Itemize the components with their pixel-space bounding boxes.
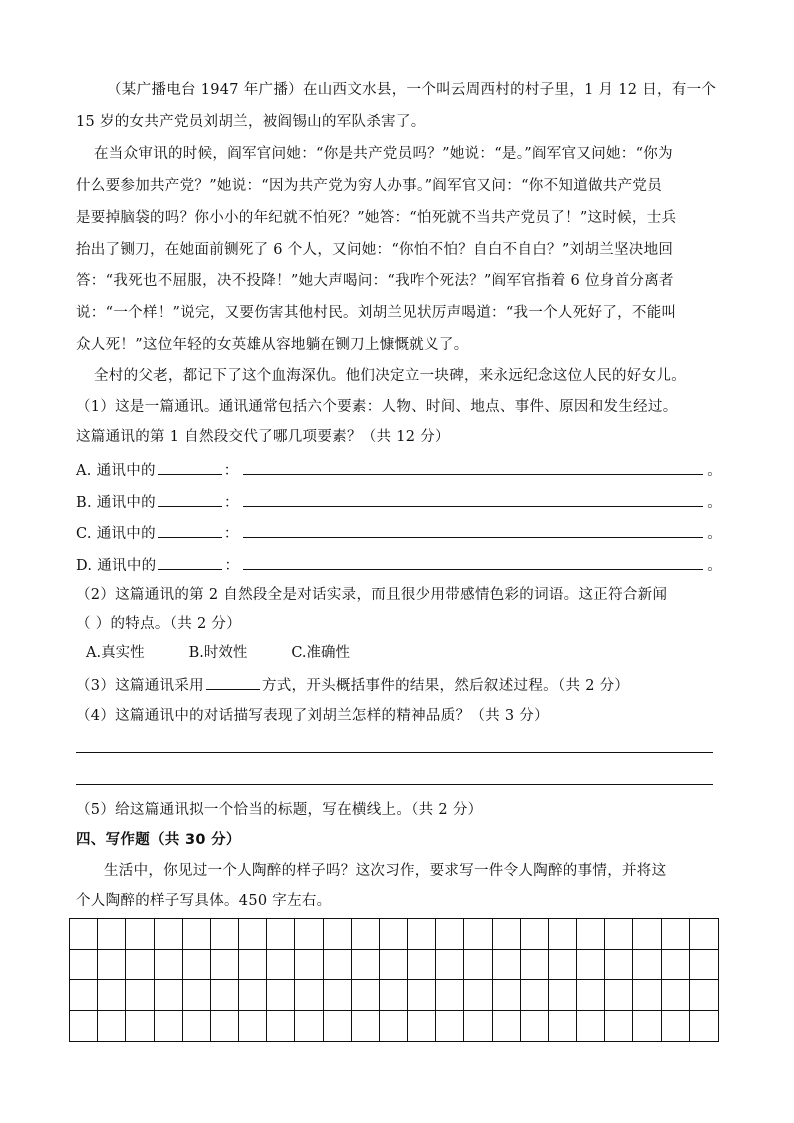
grid-cell[interactable] bbox=[577, 919, 605, 950]
grid-cell[interactable] bbox=[605, 980, 633, 1011]
grid-cell[interactable] bbox=[267, 980, 295, 1011]
section4-prompt-line2: 个人陶醉的样子写具体。450 字左右。 bbox=[76, 893, 332, 909]
grid-cell[interactable] bbox=[183, 950, 211, 981]
grid-cell[interactable] bbox=[690, 1011, 718, 1042]
grid-cell[interactable] bbox=[549, 950, 577, 981]
grid-cell[interactable] bbox=[493, 1011, 521, 1042]
grid-cell[interactable] bbox=[126, 1011, 154, 1042]
grid-cell[interactable] bbox=[521, 980, 549, 1011]
grid-cell[interactable] bbox=[295, 919, 323, 950]
grid-cell[interactable] bbox=[352, 1011, 380, 1042]
grid-cell[interactable] bbox=[324, 950, 352, 981]
q1-option-d bbox=[76, 555, 722, 576]
grid-cell[interactable] bbox=[70, 980, 98, 1011]
grid-cell[interactable] bbox=[493, 980, 521, 1011]
grid-cell[interactable] bbox=[662, 950, 690, 981]
passage-p3-line1: 全村的父老，都记下了这个血海深仇。他们决定立一块碑，来永远纪念这位人民的好女儿。 bbox=[94, 368, 686, 384]
grid-cell[interactable] bbox=[662, 919, 690, 950]
grid-cell[interactable] bbox=[211, 1011, 239, 1042]
q5-line: （5）给这篇通讯拟一个恰当的标题，写在横线上。（共 2 分） bbox=[76, 802, 483, 818]
option-end: 。 bbox=[707, 495, 722, 511]
answer-blank-short[interactable] bbox=[158, 523, 222, 538]
grid-cell[interactable] bbox=[155, 980, 183, 1011]
q2-choices bbox=[86, 643, 350, 663]
grid-cell[interactable] bbox=[155, 919, 183, 950]
answer-blank-long[interactable] bbox=[243, 460, 704, 475]
grid-cell[interactable] bbox=[295, 950, 323, 981]
q3-text-before: （3）这篇通讯采用 bbox=[76, 678, 204, 694]
option-colon: ： bbox=[223, 463, 239, 479]
section4-prompt-line1: 生活中，你见过一个人陶醉的样子吗？这次习作，要求写一件令人陶醉的事情，并将这 bbox=[104, 863, 667, 879]
grid-cell[interactable] bbox=[239, 950, 267, 981]
grid-cell[interactable] bbox=[98, 919, 126, 950]
grid-cell[interactable] bbox=[352, 980, 380, 1011]
passage-p2-line4: 抬出了铡刀，在她面前铡死了 6 个人，又问她：“你怕不怕？自白不自白？”刘胡兰坚决地回 bbox=[76, 242, 674, 258]
q3-text-after: 方式，开头概括事件的结果，然后叙述过程。（共 2 分） bbox=[261, 678, 630, 694]
grid-cell[interactable] bbox=[352, 919, 380, 950]
option-colon: ： bbox=[223, 495, 239, 511]
answer-blank-short[interactable] bbox=[158, 460, 222, 475]
grid-cell[interactable] bbox=[549, 980, 577, 1011]
grid-cell[interactable] bbox=[549, 919, 577, 950]
grid-cell[interactable] bbox=[408, 919, 436, 950]
option-prefix: B. 通讯中的 bbox=[76, 495, 156, 511]
answer-blank-short[interactable] bbox=[158, 492, 222, 507]
option-prefix: C. 通讯中的 bbox=[76, 526, 156, 542]
option-prefix: A. 通讯中的 bbox=[76, 463, 156, 479]
grid-cell[interactable] bbox=[633, 919, 661, 950]
answer-blank-long[interactable] bbox=[243, 555, 703, 570]
grid-cell[interactable] bbox=[577, 950, 605, 981]
grid-cell[interactable] bbox=[267, 1011, 295, 1042]
q3-line bbox=[76, 675, 629, 696]
grid-cell[interactable] bbox=[126, 980, 154, 1011]
grid-cell[interactable] bbox=[380, 950, 408, 981]
grid-cell[interactable] bbox=[126, 950, 154, 981]
grid-cell[interactable] bbox=[70, 1011, 98, 1042]
q1-option-a bbox=[76, 460, 722, 481]
grid-cell[interactable] bbox=[183, 1011, 211, 1042]
option-end: 。 bbox=[707, 463, 722, 479]
grid-cell[interactable] bbox=[605, 1011, 633, 1042]
choice-b[interactable]: B.时效性 bbox=[188, 645, 248, 661]
grid-cell[interactable] bbox=[436, 980, 464, 1011]
grid-cell[interactable] bbox=[521, 1011, 549, 1042]
q4-line: （4）这篇通讯中的对话描写表现了刘胡兰怎样的精神品质？（共 3 分） bbox=[76, 708, 549, 724]
grid-cell[interactable] bbox=[324, 980, 352, 1011]
choice-a[interactable]: A.真实性 bbox=[86, 645, 145, 661]
grid-cell[interactable] bbox=[464, 950, 492, 981]
grid-cell[interactable] bbox=[295, 980, 323, 1011]
grid-cell[interactable] bbox=[98, 950, 126, 981]
grid-cell[interactable] bbox=[577, 1011, 605, 1042]
grid-cell[interactable] bbox=[690, 919, 718, 950]
grid-cell[interactable] bbox=[408, 1011, 436, 1042]
grid-cell[interactable] bbox=[408, 950, 436, 981]
option-colon: ： bbox=[223, 526, 239, 542]
grid-cell[interactable] bbox=[380, 919, 408, 950]
grid-cell[interactable] bbox=[239, 980, 267, 1011]
writing-grid[interactable] bbox=[69, 918, 719, 1042]
answer-blank-short[interactable] bbox=[158, 555, 222, 570]
grid-cell[interactable] bbox=[155, 1011, 183, 1042]
grid-cell[interactable] bbox=[155, 950, 183, 981]
passage-p1-line2: 15 岁的女共产党员刘胡兰，被阎锡山的军队杀害了。 bbox=[76, 114, 426, 130]
grid-cell[interactable] bbox=[98, 980, 126, 1011]
grid-cell[interactable] bbox=[324, 1011, 352, 1042]
grid-cell[interactable] bbox=[380, 1011, 408, 1042]
grid-cell[interactable] bbox=[577, 980, 605, 1011]
grid-cell[interactable] bbox=[352, 950, 380, 981]
grid-cell[interactable] bbox=[239, 919, 267, 950]
grid-cell[interactable] bbox=[267, 950, 295, 981]
q2-line1: （2）这篇通讯的第 2 自然段全是对话实录，而且很少用带感情色彩的词语。这正符合新闻 bbox=[76, 587, 668, 603]
grid-cell[interactable] bbox=[324, 919, 352, 950]
answer-line[interactable] bbox=[76, 752, 713, 753]
grid-cell[interactable] bbox=[267, 919, 295, 950]
grid-cell[interactable] bbox=[183, 980, 211, 1011]
passage-p2-line7: 众人死！”这位年轻的女英雄从容地躺在铡刀上慷慨就义了。 bbox=[76, 337, 469, 353]
q1-line1: （1）这是一篇通讯。通讯通常包括六个要素：人物、时间、地点、事件、原因和发生经过。 bbox=[76, 399, 678, 415]
grid-cell[interactable] bbox=[70, 919, 98, 950]
q1-option-c bbox=[76, 523, 722, 544]
answer-blank-long[interactable] bbox=[243, 523, 703, 538]
grid-cell[interactable] bbox=[690, 980, 718, 1011]
passage-p2-line2: 什么要参加共产党？”她说：“因为共产党为穷人办事。”阎军官又问：“你不知道做共产党员 bbox=[76, 178, 662, 194]
choice-c[interactable]: C.准确性 bbox=[291, 645, 351, 661]
grid-cell[interactable] bbox=[633, 980, 661, 1011]
grid-cell[interactable] bbox=[662, 1011, 690, 1042]
grid-cell[interactable] bbox=[605, 950, 633, 981]
section4-heading: 四、写作题（共 30 分） bbox=[76, 832, 241, 848]
grid-cell[interactable] bbox=[493, 950, 521, 981]
grid-cell[interactable] bbox=[436, 950, 464, 981]
grid-cell[interactable] bbox=[464, 919, 492, 950]
grid-cell[interactable] bbox=[380, 980, 408, 1011]
q1-line2: 这篇通讯的第 1 自然段交代了哪几项要素？（共 12 分） bbox=[76, 429, 450, 445]
grid-cell[interactable] bbox=[521, 919, 549, 950]
passage-p2-line3: 是要掉脑袋的吗？你小小的年纪就不怕死？”她答：“怕死就不当共产党员了！”这时候，士兵 bbox=[76, 210, 677, 226]
grid-cell[interactable] bbox=[633, 950, 661, 981]
grid-cell[interactable] bbox=[70, 950, 98, 981]
grid-cell[interactable] bbox=[493, 919, 521, 950]
grid-cell[interactable] bbox=[521, 950, 549, 981]
grid-cell[interactable] bbox=[633, 1011, 661, 1042]
answer-line[interactable] bbox=[76, 784, 713, 785]
grid-cell[interactable] bbox=[464, 980, 492, 1011]
grid-cell[interactable] bbox=[183, 919, 211, 950]
grid-cell[interactable] bbox=[211, 980, 239, 1011]
grid-cell[interactable] bbox=[605, 919, 633, 950]
grid-cell[interactable] bbox=[436, 919, 464, 950]
grid-cell[interactable] bbox=[408, 980, 436, 1011]
grid-cell[interactable] bbox=[239, 1011, 267, 1042]
option-prefix: D. 通讯中的 bbox=[76, 558, 157, 574]
option-end: 。 bbox=[707, 558, 722, 574]
grid-cell[interactable] bbox=[295, 1011, 323, 1042]
grid-cell[interactable] bbox=[98, 1011, 126, 1042]
grid-cell[interactable] bbox=[211, 919, 239, 950]
q2-line2: （ ）的特点。（共 2 分） bbox=[76, 616, 242, 632]
option-end: 。 bbox=[707, 526, 722, 542]
grid-cell[interactable] bbox=[549, 1011, 577, 1042]
q1-option-b bbox=[76, 492, 722, 513]
grid-cell[interactable] bbox=[662, 980, 690, 1011]
grid-cell[interactable] bbox=[464, 1011, 492, 1042]
passage-p1-line1: （某广播电台 1947 年广播）在山西文水县，一个叫云周西村的村子里，1 月 12 日，有一个 bbox=[107, 82, 717, 98]
grid-cell[interactable] bbox=[211, 950, 239, 981]
passage-p2-line5: 答：“我死也不屈服，决不投降！”她大声喝问：“我咋个死法？”阎军官指着 6 位身首分离者 bbox=[76, 273, 674, 289]
passage-p2-line6: 说：“一个样！”说完，又要伤害其他村民。刘胡兰见状厉声喝道：“我一个人死好了，不能叫 bbox=[76, 305, 677, 321]
answer-blank[interactable] bbox=[206, 675, 260, 690]
passage-p2-line1: 在当众审讯的时候，阎军官问她：“你是共产党员吗？”她说：“是。”阎军官又问她：“你为 bbox=[94, 146, 673, 162]
grid-cell[interactable] bbox=[126, 919, 154, 950]
grid-cell[interactable] bbox=[690, 950, 718, 981]
answer-blank-long[interactable] bbox=[243, 492, 703, 507]
grid-cell[interactable] bbox=[436, 1011, 464, 1042]
option-colon: ： bbox=[224, 558, 240, 574]
